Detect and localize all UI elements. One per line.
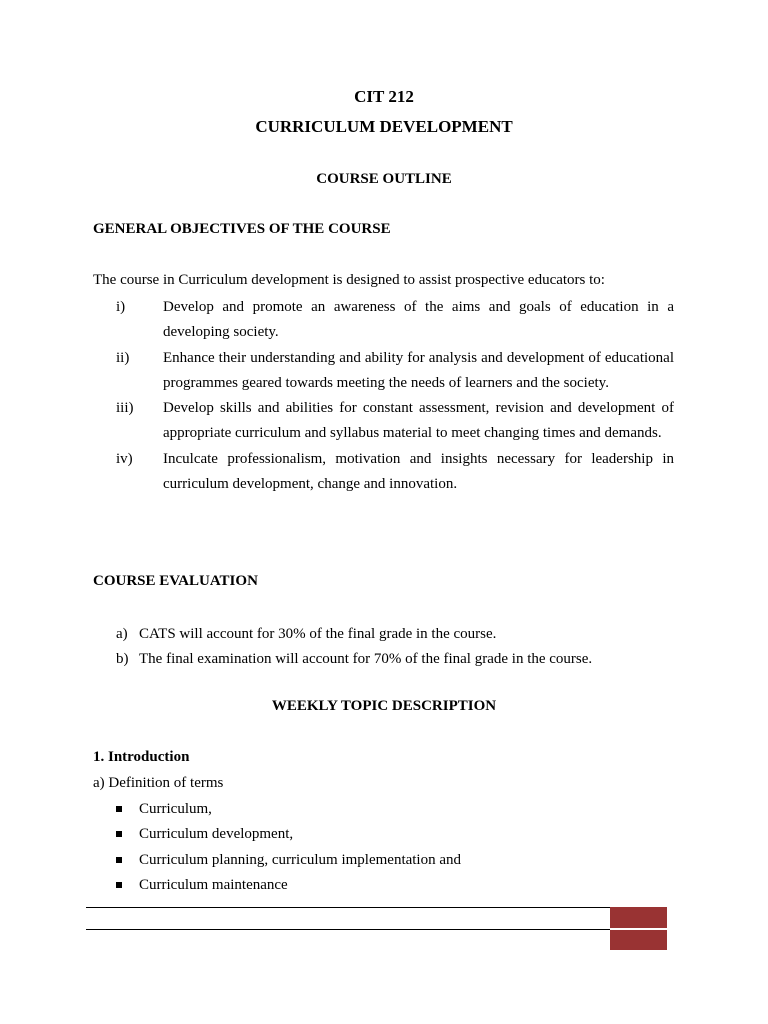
list-item-text: Develop and promote an awareness of the aims and goals of education in a developing society. (163, 299, 674, 341)
list-item-letter: b) (116, 651, 129, 668)
course-outline-heading: COURSE OUTLINE (316, 171, 452, 187)
list-item-text: The final examination will account for 70% of the final grade in the course. (139, 651, 593, 668)
topic-subheading: a) Definition of terms (93, 775, 224, 791)
list-item-text: Curriculum planning, curriculum implementation and (139, 851, 462, 868)
square-bullet-icon (116, 806, 122, 812)
topic-title: 1. Introduction (93, 749, 190, 765)
list-item (93, 346, 674, 397)
list-item-text: Enhance their understanding and ability for analysis and development of educational programmes geared towards meeting the needs of learners and the society. (163, 349, 674, 391)
list-item-number: iii) (116, 400, 134, 417)
footer-accent-block-top (610, 907, 667, 928)
list-item (93, 822, 673, 847)
evaluation-heading: COURSE EVALUATION (93, 573, 258, 589)
footer-rule-top (86, 907, 610, 908)
course-title: CURRICULUM DEVELOPMENT (255, 117, 513, 136)
list-item-text: Develop skills and abilities for constant assessment, revision and development of appropriate curriculum and syllabus material to meet changing times and demands. (163, 400, 674, 442)
list-item-text: Curriculum maintenance (139, 876, 288, 893)
list-item (93, 295, 674, 346)
list-item-number: ii) (116, 349, 130, 366)
list-item-number: i) (116, 299, 126, 315)
objectives-heading: GENERAL OBJECTIVES OF THE COURSE (93, 221, 391, 237)
square-bullet-icon (116, 831, 122, 837)
footer-accent-block-bottom (610, 930, 667, 950)
objectives-list (93, 295, 674, 497)
definitions-list (93, 797, 673, 898)
list-item (93, 622, 673, 647)
footer-rule-bottom (86, 929, 610, 930)
list-item (93, 873, 673, 898)
list-item (93, 797, 673, 822)
list-item (93, 396, 674, 447)
list-item-text: Inculcate professionalism, motivation and insights necessary for leadership in curriculum development, change and innovation. (163, 450, 674, 493)
list-item (93, 848, 673, 873)
square-bullet-icon (116, 882, 122, 888)
evaluation-list (93, 622, 673, 673)
objectives-intro: The course in Curriculum development is designed to assist prospective educators to: (93, 272, 605, 288)
list-item (93, 647, 673, 672)
list-item-number: iv) (116, 450, 133, 467)
weekly-topic-heading: WEEKLY TOPIC DESCRIPTION (271, 698, 497, 714)
list-item (93, 447, 674, 498)
list-item-text: Curriculum development, (139, 826, 294, 843)
course-code: CIT 212 (354, 87, 414, 106)
list-item-text: Curriculum, (139, 801, 212, 817)
list-item-letter: a) (116, 626, 128, 642)
list-item-text: CATS will account for 30% of the final grade in the course. (139, 626, 497, 642)
square-bullet-icon (116, 857, 122, 863)
